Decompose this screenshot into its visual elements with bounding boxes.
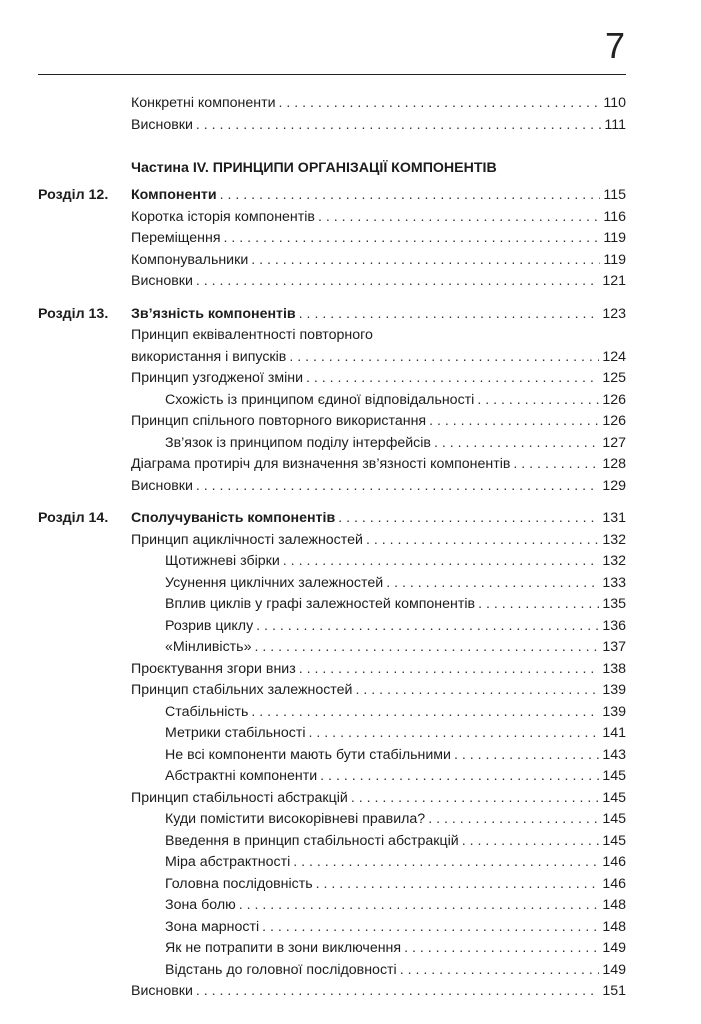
toc-entry[interactable] [165,594,626,615]
dot-leader [462,831,600,852]
toc-row [0,766,701,787]
toc-entry-title: Куди помістити високорівневі правила? [165,811,426,827]
toc-entry[interactable] [165,616,626,637]
toc-entry-page: 119 [603,230,626,246]
toc-row [0,347,701,368]
dot-leader [366,530,599,551]
toc-entry[interactable] [165,390,626,411]
toc-entry-page: 139 [602,682,626,698]
toc-entry-page: 148 [602,897,626,913]
toc-entry[interactable] [131,228,626,249]
toc-entry-page: 145 [602,768,626,784]
toc-row [0,680,701,701]
dot-leader [262,917,599,938]
toc-entry-page: 136 [602,617,626,634]
toc-entry-title: Принцип еквівалентності повторного [131,327,373,343]
toc-row [0,788,701,809]
toc-entry-page: 110 [603,95,626,111]
dot-leader [355,680,599,701]
dot-leader [254,637,599,658]
toc-entry-title: «Мінливість» [165,639,252,655]
toc-entry-page: 145 [602,811,626,827]
dot-leader [283,551,600,572]
toc-entry-title: Компонувальники [131,251,249,268]
toc-entry[interactable] [131,185,626,206]
dot-leader [478,594,599,615]
toc-entry[interactable] [165,723,626,744]
dot-leader [338,508,599,529]
dot-leader [351,788,599,809]
toc-entry[interactable] [165,551,626,572]
toc-row [0,938,701,959]
toc-entry[interactable] [165,637,626,658]
toc-row [0,551,701,572]
toc-entry-title: використання і випусків [131,348,287,365]
toc-entry-title: Висновки [131,477,193,494]
toc-entry-title: Конкретні компоненти [131,95,276,111]
toc-row [0,637,701,658]
toc-entry-page: 127 [602,434,626,451]
toc-entry-title: Усунення циклічних залежностей [165,574,384,591]
toc-row [0,723,701,744]
toc-entry-title: Схожість із принципом єдиної відповідальності [165,391,475,408]
dot-leader [224,228,601,249]
dot-leader [306,368,599,389]
toc-row [0,228,701,249]
toc-entry[interactable] [131,93,626,114]
dot-leader [428,809,599,830]
toc-entry-page: 149 [602,940,626,956]
toc-entry-page: 135 [602,596,626,612]
toc-entry-title: Зона марності [165,918,260,935]
toc-entry-page: 141 [602,725,626,741]
toc-row [0,433,701,454]
toc-entry-page: 133 [602,574,626,591]
toc-entry-page: 145 [602,832,626,849]
toc-entry[interactable] [165,917,626,938]
dot-leader [196,115,602,136]
dot-leader [477,390,599,411]
toc-entry[interactable] [131,788,626,809]
toc-entry-title: Принцип стабільних залежностей [131,682,353,698]
toc-entry-title: Відстань до головної послідовності [165,961,397,978]
toc-entry[interactable] [165,852,626,873]
toc-entry-page: 148 [602,918,626,935]
toc-entry-page: 143 [602,746,626,763]
toc-entry-title: Щотижневі збірки [165,553,280,569]
toc-row [0,960,701,981]
dot-leader [386,573,599,594]
toc-entry-page: 126 [602,413,626,429]
dot-leader [293,852,599,873]
toc-row [0,745,701,766]
part-heading: Частина IV. ПРИНЦИПИ ОРГАНІЗАЦІЇ КОМПОНЕНТІВ [131,160,497,176]
toc-entry-title: Міра абстрактності [165,854,291,870]
toc-entry-page: 111 [604,116,626,133]
toc-entry-title: Сполучуваність компонентів [131,510,336,526]
toc-row [0,981,701,1002]
dot-leader [299,304,600,325]
toc-entry-title: Розрив циклу [165,617,254,634]
toc-entry[interactable] [131,325,626,346]
toc-entry-title: Не всі компоненти мають бути стабільними [165,746,451,763]
toc-entry[interactable] [165,831,626,852]
toc-entry[interactable] [165,745,626,766]
dot-leader [454,745,599,766]
toc-entry[interactable] [131,476,626,497]
dot-leader [434,433,599,454]
toc-row [0,659,701,680]
toc-entry-title: Абстрактні компоненти [165,768,318,784]
toc-entry-title: Принцип ациклічності залежностей [131,531,363,548]
toc-row [0,831,701,852]
dot-leader [251,702,599,723]
toc-entry-page: 126 [602,391,626,408]
toc-row [0,594,701,615]
toc-entry-title: Коротка історія компонентів [131,208,315,225]
dot-leader [239,895,600,916]
toc-entry-page: 129 [602,477,626,494]
toc-entry-title: Як не потрапити в зони виключення [165,940,402,956]
toc-entry-page: 128 [602,456,626,472]
toc-entry-page: 119 [603,251,626,268]
toc-entry-title: Висновки [131,983,193,999]
toc-entry[interactable] [165,960,626,981]
toc-row [0,895,701,916]
dot-leader [513,454,599,475]
toc-row [0,917,701,938]
toc-entry[interactable] [131,454,626,475]
toc-row [0,304,701,325]
toc-entry-page: 123 [602,305,626,322]
toc-entry-title: Стабільність [165,703,249,720]
dot-leader [316,874,600,895]
toc-entry[interactable] [165,702,626,723]
toc-row [0,325,701,346]
toc-entry-title: Вплив циклів у графі залежностей компонентів [165,596,476,612]
toc-entry[interactable] [165,809,626,830]
toc-entry-title: Зв’язок із принципом поділу інтерфейсів [165,434,431,451]
dot-leader [299,659,600,680]
toc-row [0,616,701,637]
toc-entry-title: Введення в принцип стабільності абстракцій [165,832,459,849]
toc-row [0,852,701,873]
dot-leader [256,616,599,637]
toc-row [0,530,701,551]
toc-entry-title: Принцип стабільності абстракцій [131,789,348,806]
toc-entry-page: 146 [602,854,626,870]
header-rule [38,74,626,75]
toc-entry[interactable] [131,271,626,292]
toc-row [0,874,701,895]
toc-entry[interactable] [131,250,626,271]
toc-entry-title: Діаграма протиріч для визначення зв’язності компонентів [131,456,511,472]
toc-entry-page: 116 [603,208,626,225]
toc-entry-page: 132 [602,531,626,548]
toc-entry-title: Висновки [131,116,193,133]
toc-entry-page: 145 [602,789,626,806]
toc-entry-title: Головна послідовність [165,875,313,892]
toc-entry-page: 124 [602,348,626,365]
toc-row [0,390,701,411]
toc-entry[interactable] [165,433,626,454]
toc-entry[interactable] [131,981,626,1002]
toc-entry-page: 149 [602,961,626,978]
dot-leader [320,766,599,787]
toc-entry-title: Принцип узгодженої зміни [131,370,304,386]
dot-leader [400,960,600,981]
dot-leader [289,347,599,368]
toc-entry-page: 139 [602,703,626,720]
toc-entry-page: 125 [602,370,626,386]
toc-entry[interactable] [165,938,626,959]
toc-row [0,411,701,432]
toc-row [0,454,701,475]
chapter-label: Розділ 13. [38,305,109,322]
toc-entry[interactable] [165,573,626,594]
toc-row [0,115,701,136]
toc-entry[interactable] [131,659,626,680]
toc-entry-title: Висновки [131,273,193,289]
toc-entry-page: 137 [602,639,626,655]
toc-entry[interactable] [131,304,626,325]
toc-row [0,271,701,292]
part-heading-row [0,158,701,179]
toc-entry-title: Принцип спільного повторного використання [131,413,427,429]
toc-row [0,368,701,389]
chapter-label: Розділ 12. [38,187,109,203]
toc-entry-page: 115 [603,187,626,203]
toc-entry[interactable] [131,530,626,551]
toc-entry-page: 146 [602,875,626,892]
toc-entry-page: 151 [602,983,626,999]
toc-row [0,573,701,594]
toc-entry-title: Зона болю [165,897,236,913]
toc-entry[interactable] [165,766,626,787]
toc-row [0,809,701,830]
page-number: 7 [604,25,625,66]
toc-entry-title: Зв’язність компонентів [131,305,296,322]
toc-entry[interactable] [131,347,626,368]
dot-leader [404,938,599,959]
toc-entry-page: 132 [602,553,626,569]
toc-entry-page: 138 [602,660,626,677]
toc-entry-title: Метрики стабільності [165,725,306,741]
toc-entry[interactable] [131,411,626,432]
dot-leader [220,185,601,206]
toc-row [0,476,701,497]
toc-entry[interactable] [131,680,626,701]
dot-leader [196,271,599,292]
dot-leader [429,411,599,432]
dot-leader [196,476,599,497]
dot-leader [196,981,599,1002]
dot-leader [309,723,600,744]
toc-entry-title: Проєктування згори вниз [131,660,296,677]
toc-row [0,508,701,529]
toc-entry[interactable] [131,115,626,136]
toc-entry[interactable] [131,207,626,228]
toc-entry-title: Переміщення [131,230,221,246]
toc-row [0,702,701,723]
toc-entry[interactable] [165,895,626,916]
toc-entry[interactable] [131,508,626,529]
toc-entry[interactable] [165,874,626,895]
toc-entry-page: 121 [602,273,626,289]
chapter-label: Розділ 14. [38,510,109,526]
toc-row [0,93,701,114]
toc-entry-page: 131 [602,510,626,526]
toc-entry-title: Компоненти [131,187,217,203]
dot-leader [318,207,600,228]
toc-row [0,250,701,271]
toc-entry[interactable] [131,368,626,389]
toc-row [0,207,701,228]
dot-leader [279,93,601,114]
toc-row [0,185,701,206]
dot-leader [251,250,600,271]
